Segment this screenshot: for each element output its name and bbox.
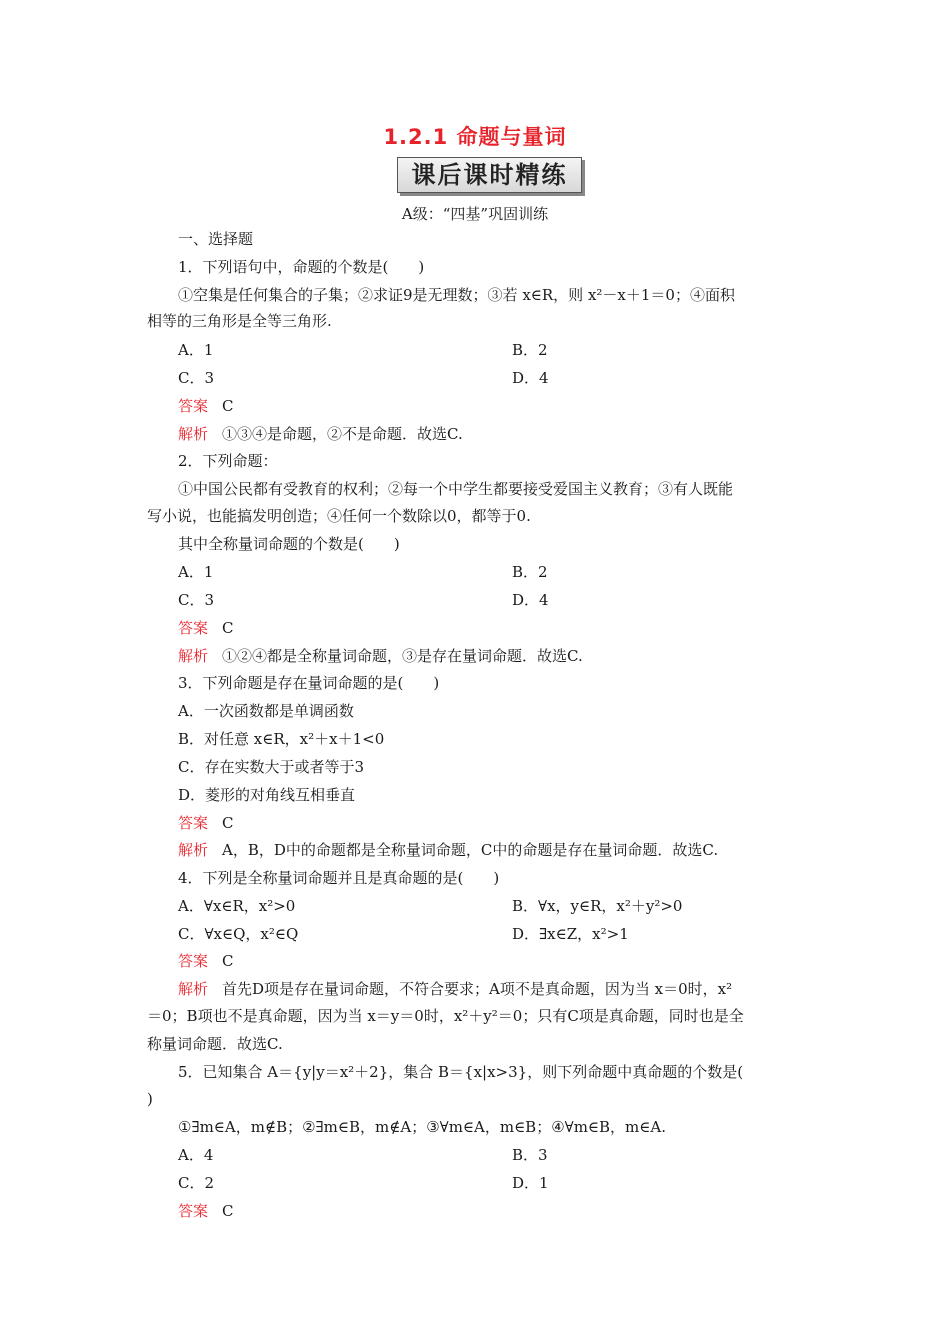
question-4-option-a: A．∀x∈R，x²>0 bbox=[178, 897, 296, 915]
lesson-title: 1.2.1 命题与量词 bbox=[383, 125, 567, 149]
question-2-option-d: D．4 bbox=[512, 591, 549, 609]
answer-value: C bbox=[222, 1202, 234, 1220]
question-1-body-cont: 相等的三角形是全等三角形. bbox=[147, 312, 332, 330]
question-3-option-b: B．对任意 x∈R，x²＋x＋1<0 bbox=[178, 730, 385, 748]
section-banner: 课后课时精练 bbox=[397, 157, 582, 193]
question-2-analysis bbox=[178, 646, 583, 666]
analysis-label: 解析 bbox=[178, 980, 209, 998]
question-2-stem: 2．下列命题： bbox=[178, 452, 278, 470]
question-4-option-d: D．∃x∈Z，x²>1 bbox=[512, 925, 629, 943]
answer-label: 答案 bbox=[178, 1202, 209, 1220]
question-3-stem: 3．下列命题是存在量词命题的是( ) bbox=[178, 674, 440, 692]
question-2-option-b: B．2 bbox=[512, 563, 548, 581]
question-5-answer bbox=[178, 1201, 234, 1221]
question-1-option-c: C．3 bbox=[178, 369, 215, 387]
question-1-stem: 1．下列语句中，命题的个数是( ) bbox=[178, 258, 425, 276]
analysis-text: ①③④是命题，②不是命题．故选C. bbox=[222, 425, 463, 443]
question-3-option-d: D．菱形的对角线互相垂直 bbox=[178, 786, 356, 804]
section-heading: 一、选择题 bbox=[178, 230, 254, 248]
question-3-option-c: C．存在实数大于或者等于3 bbox=[178, 758, 365, 776]
question-3-option-a: A．一次函数都是单调函数 bbox=[178, 702, 354, 720]
question-1-option-a: A．1 bbox=[178, 341, 214, 359]
question-1-option-d: D．4 bbox=[512, 369, 549, 387]
question-4-option-b: B．∀x，y∈R，x²＋y²>0 bbox=[512, 897, 683, 915]
analysis-label: 解析 bbox=[178, 841, 209, 859]
question-3-analysis bbox=[178, 840, 718, 860]
question-2-option-a: A．1 bbox=[178, 563, 214, 581]
question-2-answer bbox=[178, 618, 234, 638]
question-4-option-c: C．∀x∈Q，x²∈Q bbox=[178, 925, 299, 943]
question-1-analysis bbox=[178, 424, 463, 444]
answer-label: 答案 bbox=[178, 619, 209, 637]
question-4-analysis-cont: ＝0；B项也不是真命题，因为当 x＝y＝0时，x²＋y²＝0；只有C项是真命题，同时也是全 bbox=[147, 1007, 744, 1025]
question-5-stem: 5．已知集合 A＝{y|y＝x²＋2}，集合 B＝{x|x>3}，则下列命题中真命题的个数是( bbox=[178, 1063, 744, 1081]
question-2-prompt: 其中全称量词命题的个数是( ) bbox=[178, 535, 400, 553]
question-1-answer bbox=[178, 396, 234, 416]
analysis-label: 解析 bbox=[178, 425, 209, 443]
analysis-label: 解析 bbox=[178, 647, 209, 665]
level-heading: A级：“四基”巩固训练 bbox=[401, 205, 549, 223]
analysis-text: 首先D项是存在量词命题，不符合要求；A项不是真命题，因为当 x＝0时，x² bbox=[222, 980, 733, 998]
question-4-stem: 4．下列是全称量词命题并且是真命题的是( ) bbox=[178, 869, 500, 887]
answer-label: 答案 bbox=[178, 397, 209, 415]
question-3-answer bbox=[178, 813, 234, 833]
answer-value: C bbox=[222, 952, 234, 970]
question-1-body: ①空集是任何集合的子集；②求证9是无理数；③若 x∈R，则 x²－x＋1＝0；④面积 bbox=[178, 286, 735, 304]
answer-value: C bbox=[222, 397, 234, 415]
question-2-body-cont: 写小说，也能搞发明创造；④任何一个数除以0，都等于0. bbox=[147, 507, 531, 525]
analysis-text: A，B，D中的命题都是全称量词命题，C中的命题是存在量词命题．故选C. bbox=[222, 841, 719, 859]
question-1-option-b: B．2 bbox=[512, 341, 548, 359]
question-5-option-a: A．4 bbox=[178, 1146, 214, 1164]
question-2-option-c: C．3 bbox=[178, 591, 215, 609]
question-2-body: ①中国公民都有受教育的权利；②每一个中学生都要接受爱国主义教育；③有人既能 bbox=[178, 480, 734, 498]
answer-value: C bbox=[222, 814, 234, 832]
answer-value: C bbox=[222, 619, 234, 637]
question-4-analysis-end: 称量词命题．故选C. bbox=[147, 1035, 283, 1053]
question-5-option-c: C．2 bbox=[178, 1174, 215, 1192]
analysis-text: ①②④都是全称量词命题，③是存在量词命题．故选C. bbox=[222, 647, 583, 665]
answer-label: 答案 bbox=[178, 952, 209, 970]
question-4-answer bbox=[178, 951, 234, 971]
question-5-option-d: D．1 bbox=[512, 1174, 549, 1192]
question-5-stem-cont: ) bbox=[147, 1090, 153, 1108]
question-5-option-b: B．3 bbox=[512, 1146, 548, 1164]
answer-label: 答案 bbox=[178, 814, 209, 832]
question-4-analysis bbox=[178, 979, 732, 999]
question-5-body: ①∃m∈A，m∉B；②∃m∈B，m∉A；③∀m∈A，m∈B；④∀m∈B，m∈A. bbox=[178, 1118, 666, 1136]
